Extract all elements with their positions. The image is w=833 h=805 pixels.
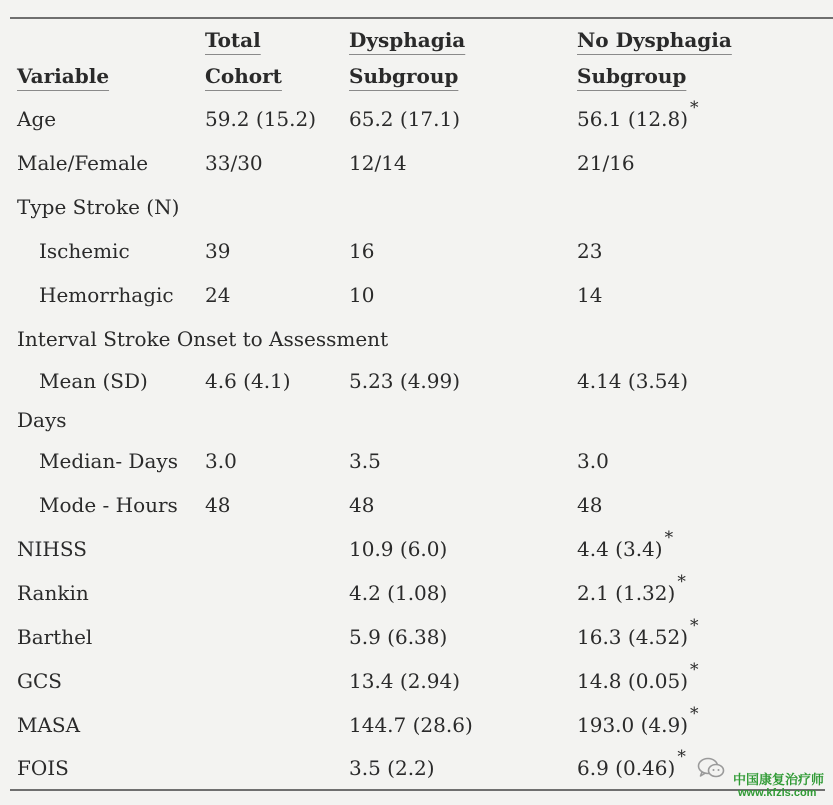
total-cohort-value: 59.2 (15.2) [205,107,317,131]
dysphagia-value: 3.5 (2.2) [349,756,435,780]
table-row [17,527,797,571]
table-row [17,747,797,789]
significance-marker: * [677,572,686,592]
total-cohort-value: 24 [205,283,231,307]
dysphagia-value: 10.9 (6.0) [349,537,448,561]
header-no-dysphagia-subgroup: No Dysphagia Subgroup [577,28,732,88]
row-label: NIHSS [17,537,87,561]
table-row [17,141,797,185]
dysphagia-value: 4.2 (1.08) [349,581,448,605]
dysphagia-value: 3.5 [349,449,381,473]
dysphagia-value: 5.23 (4.99) [349,368,461,393]
total-cohort-value: 4.6 (4.1) [205,368,291,393]
table-row [17,659,797,703]
total-cohort-value: 48 [205,493,231,517]
no-dysphagia-cell [577,97,797,141]
no-dysphagia-cell [577,659,797,703]
row-label: Rankin [17,581,89,605]
no-dysphagia-value: 48 [577,493,603,517]
row-label: Age [17,107,57,131]
total-cohort-value [205,747,349,789]
dysphagia-value: 13.4 (2.94) [349,669,461,693]
dysphagia-value: 12/14 [349,151,407,175]
table-section-row [17,400,797,439]
table-row [17,703,797,747]
dysphagia-value: 144.7 (28.6) [349,713,473,737]
row-label: Male/Female [17,151,149,175]
no-dysphagia-value: 3.0 [577,449,609,473]
table-row [17,273,797,317]
total-cohort-value: 33/30 [205,151,263,175]
total-cohort-value [205,571,349,615]
row-label: Hemorrhagic [39,283,174,307]
total-cohort-value: 39 [205,239,231,263]
dysphagia-value: 48 [349,493,375,517]
row-label: FOIS [17,756,69,780]
patient-characteristics-table [17,22,797,789]
section-label: Days [17,407,67,432]
row-label: Mean (SD) [39,368,148,393]
table-bottom-rule [10,789,825,791]
no-dysphagia-value: 4.14 (3.54) [577,368,689,393]
total-cohort-value: 3.0 [205,449,237,473]
total-cohort-value [205,703,349,747]
significance-marker: * [677,747,686,767]
no-dysphagia-value: 2.1 (1.32) [577,581,676,605]
no-dysphagia-value: 6.9 (0.46) [577,756,676,780]
table-row [17,97,797,141]
row-label: Mode - Hours [39,493,178,517]
total-cohort-value [205,659,349,703]
table-row [17,615,797,659]
header-dysphagia-subgroup: Dysphagia Subgroup [349,28,466,88]
table-section-row [17,185,797,229]
dysphagia-value: 5.9 (6.38) [349,625,448,649]
table-top-rule [10,17,833,19]
dysphagia-value: 65.2 (17.1) [349,107,461,131]
row-label: Barthel [17,625,93,649]
row-label: Ischemic [39,239,130,263]
significance-marker: * [690,98,699,118]
no-dysphagia-value: 14 [577,283,603,307]
no-dysphagia-cell [577,571,797,615]
table-row [17,361,797,400]
section-label: Interval Stroke Onset to Assessment [17,327,389,351]
no-dysphagia-cell [577,527,797,571]
significance-marker: * [690,660,699,680]
table-row [17,439,797,483]
no-dysphagia-value: 14.8 (0.05) [577,669,689,693]
watermark-url: www.kfzls.com [738,787,817,799]
table-header-row [17,22,797,97]
no-dysphagia-cell [577,703,797,747]
table-section-row [17,317,797,361]
table-row [17,229,797,273]
row-label: Median- Days [39,449,178,473]
no-dysphagia-value: 16.3 (4.52) [577,625,689,649]
total-cohort-value [205,615,349,659]
row-label: MASA [17,713,81,737]
table-row [17,483,797,527]
section-label: Type Stroke (N) [17,195,180,219]
no-dysphagia-value: 4.4 (3.4) [577,537,663,561]
wechat-icon [697,756,725,780]
significance-marker: * [690,616,699,636]
no-dysphagia-value: 193.0 (4.9) [577,713,689,737]
table-row [17,571,797,615]
no-dysphagia-cell [577,615,797,659]
significance-marker: * [664,528,674,548]
watermark-name: 中国康复治疗师 [733,773,825,788]
dysphagia-value: 16 [349,239,375,263]
dysphagia-value: 10 [349,283,375,307]
no-dysphagia-value: 21/16 [577,151,635,175]
header-variable: Variable [17,64,110,88]
total-cohort-value [205,527,349,571]
header-total-cohort: Total Cohort [205,28,282,88]
no-dysphagia-value: 56.1 (12.8) [577,107,689,131]
no-dysphagia-value: 23 [577,239,603,263]
significance-marker: * [690,704,699,724]
row-label: GCS [17,669,62,693]
